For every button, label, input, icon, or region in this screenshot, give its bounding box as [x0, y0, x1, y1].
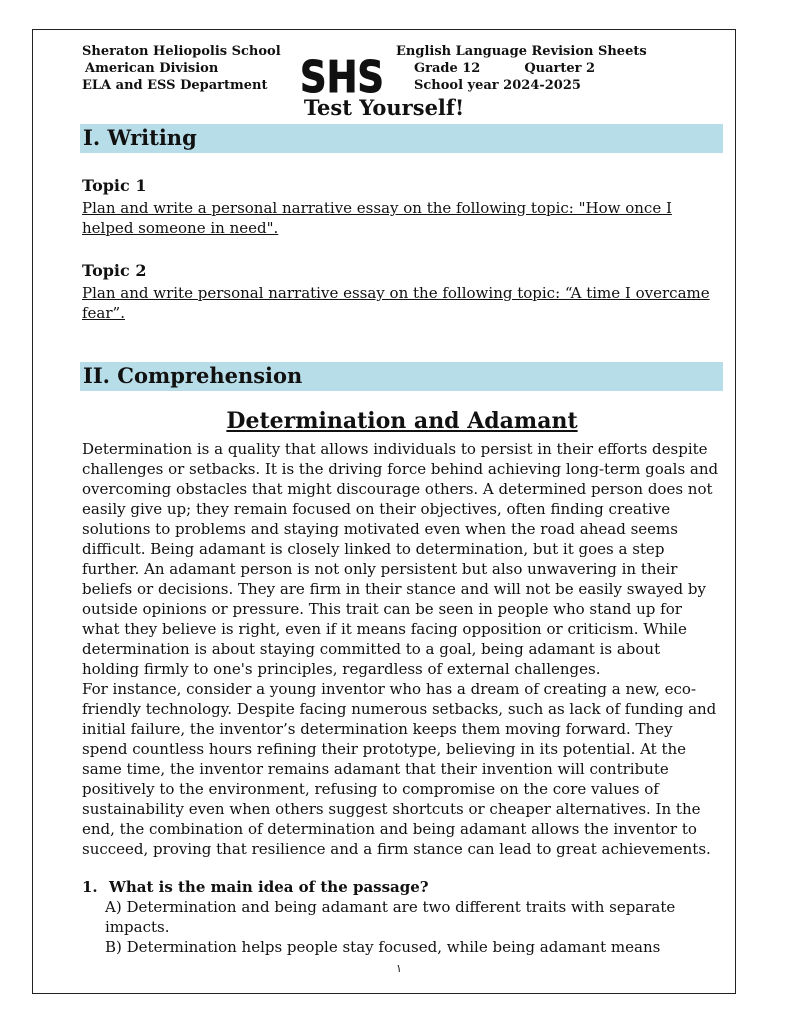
reading-passage [82, 439, 722, 859]
topic2-label: Topic 2 [82, 261, 147, 280]
writing-section-bar [80, 124, 723, 153]
comprehension-heading: II. Comprehension [83, 363, 303, 388]
header-right [396, 43, 647, 94]
topic1-text: Plan and write a personal narrative essay on the following topic: "How once I helped someone in need". [82, 199, 672, 237]
question-1 [82, 877, 722, 957]
passage-title: Determination and Adamant [226, 408, 578, 434]
writing-heading: I. Writing [83, 125, 197, 150]
svg-text:SHS: SHS [300, 52, 384, 103]
sheet-title: English Language Revision Sheets [396, 44, 647, 59]
department-name: ELA and ESS Department [82, 78, 268, 93]
grade: Grade 12 [414, 61, 481, 76]
shs-logo [298, 40, 386, 103]
passage-paragraph-1: Determination is a quality that allows individuals to persist in their efforts despite challenges or setbacks. It is the driving force behind achieving long-term goals and overcoming obstacles that might discourage others. A determined person does not easily give up; they remain focused on their objectives, often finding creative solutions to problems and staying motivated even when the road ahead seems difficult. Being adamant is closely linked to determination, but it goes a step further. An adamant person is not only persistent but also unwavering in their beliefs or decisions. They are firm in their stance and will not be easily swayed by outside opinions or pressure. This trait can be seen in people who stand up for what they believe is right, even if it means facing opposition or criticism. While determination is about staying committed to a goal, being adamant is about holding firmly to one's principles, regardless of external challenges. [82, 440, 719, 678]
comprehension-section-bar [80, 362, 723, 391]
page-number: ١ [396, 962, 402, 975]
passage-paragraph-2: For instance, consider a young inventor who has a dream of creating a new, eco-friendly technology. Despite facing numerous setbacks, such as lack of funding and initial failure, the inventor’s determination keeps them moving forward. They spend countless hours refining their prototype, believing in its potential. At the same time, the inventor remains adamant that their invention will contribute positively to the environment, refusing to compromise on the core values of sustainability even when others suggest shortcuts or cheaper alternatives. In the end, the combination of determination and being adamant allows the inventor to succeed, proving that resilience and a firm stance can lead to great achievements. [82, 680, 717, 858]
school-year: School year 2024-2025 [414, 78, 581, 93]
quarter: Quarter 2 [524, 61, 596, 76]
question-text: What is the main idea of the passage? [109, 878, 429, 896]
page-title: Test Yourself! [303, 95, 465, 120]
option-b: B) Determination helps people stay focused, while being adamant means [105, 938, 661, 956]
division-name: American Division [85, 61, 219, 76]
header-left [82, 43, 281, 94]
option-a: A) Determination and being adamant are two different traits with separate impacts. [105, 898, 676, 936]
question-number: 1. [82, 878, 98, 896]
topic2-text: Plan and write personal narrative essay on the following topic: “A time I overcame fear”. [82, 284, 710, 322]
school-name: Sheraton Heliopolis School [82, 44, 281, 59]
topic1-label: Topic 1 [82, 176, 147, 195]
